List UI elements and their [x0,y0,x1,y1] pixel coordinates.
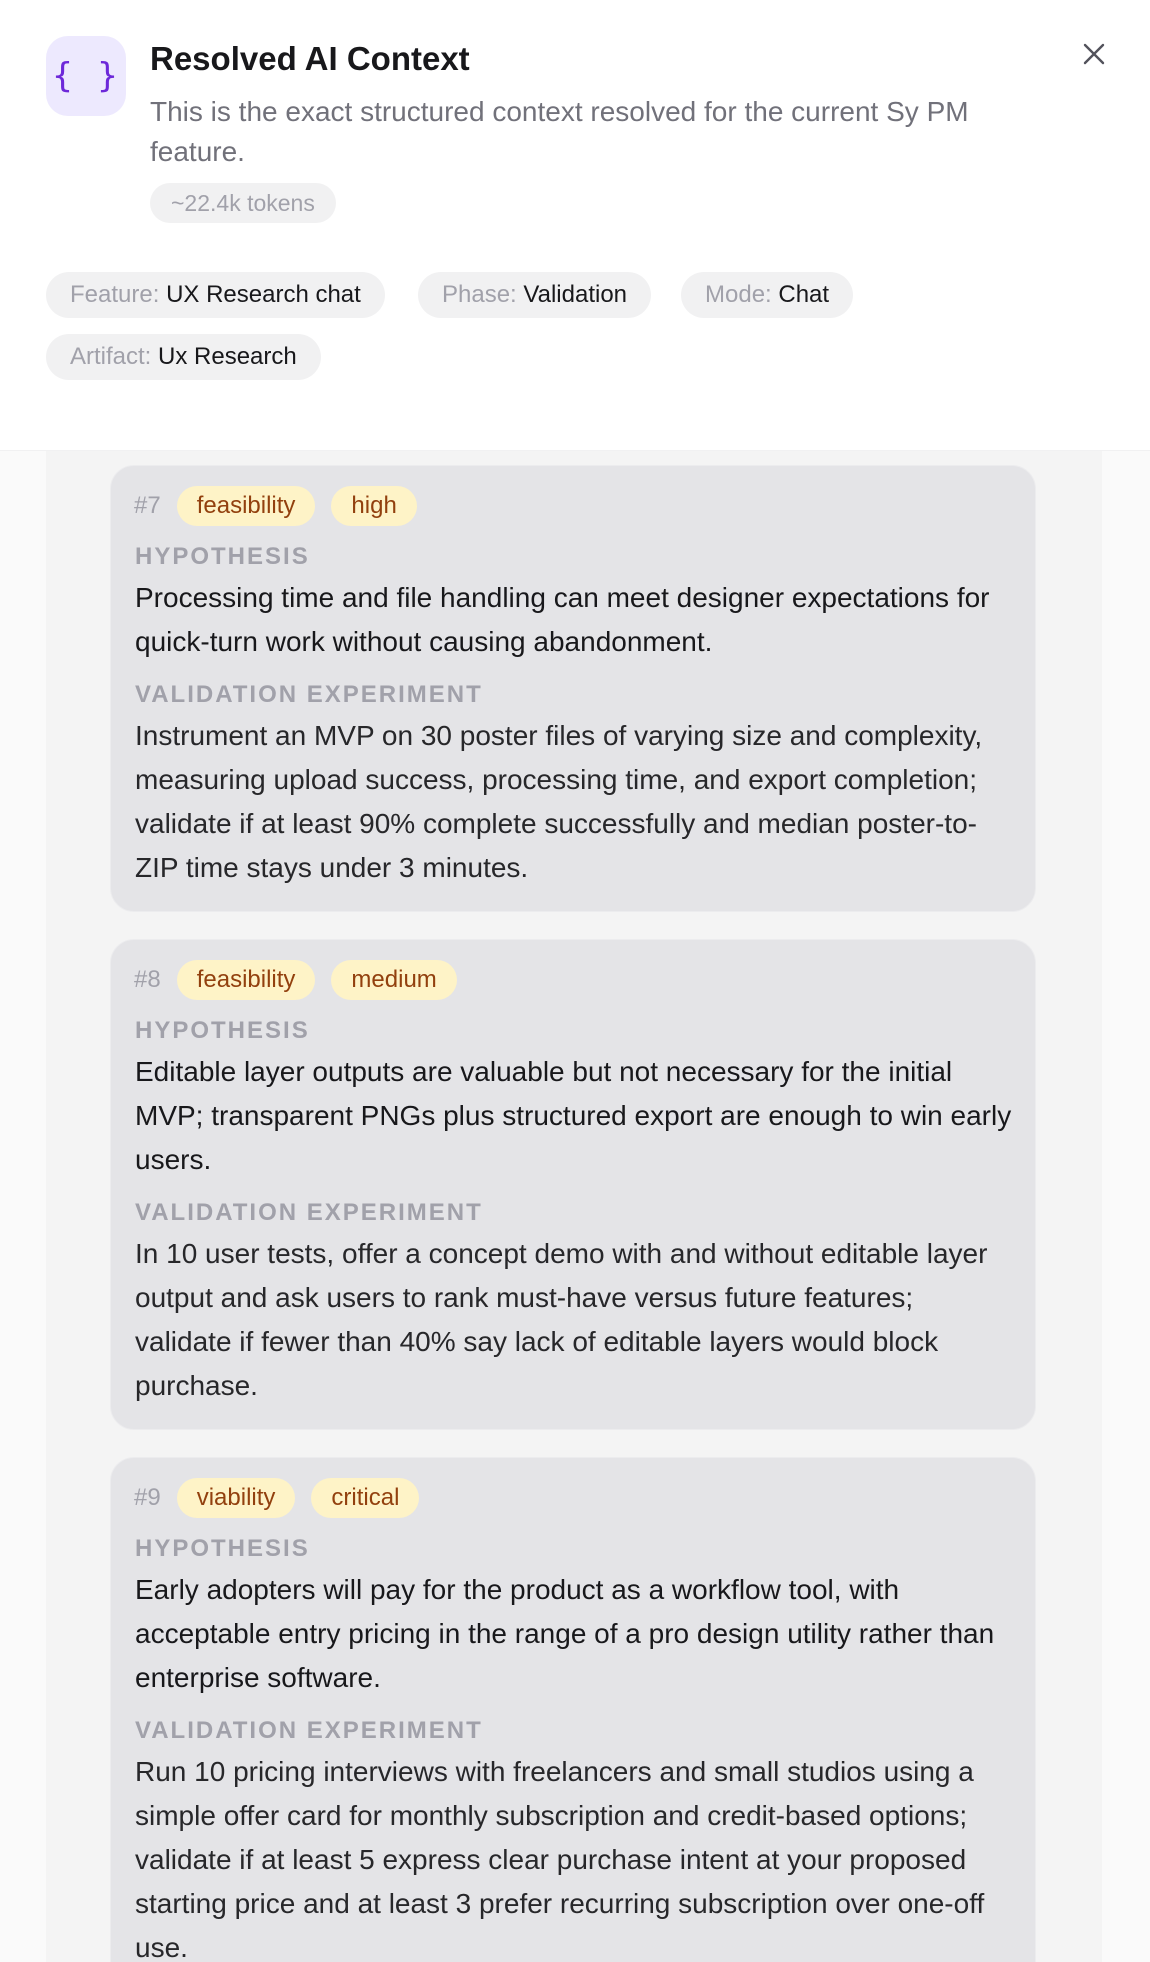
experiment-text: Run 10 pricing interviews with freelancers and small studios using a simple offer card for monthly subscription and credit-based options; validate if at least 5 express clear purchase intent at your proposed starting price and at least 3 prefer recurring subscription over one-off use. [135,1756,985,1962]
modal-title: Resolved AI Context [150,40,470,77]
chip-feature [46,272,385,318]
priority-tag: critical [311,1478,419,1518]
priority-tag: medium [331,960,456,1000]
context-scroll-area[interactable] [0,451,1150,1962]
assumption-number: #7 [134,492,161,519]
assumption-number: #8 [134,966,161,993]
card-header [134,1478,419,1518]
assumption-number: #9 [134,1484,161,1511]
assumptions-panel [46,451,1102,1962]
chip-mode-key: Mode: [705,281,772,308]
chip-feature-key: Feature: [70,281,160,308]
experiment-label: VALIDATION EXPERIMENT [135,1717,483,1744]
experiment-label: VALIDATION EXPERIMENT [135,681,483,708]
close-button[interactable] [1070,30,1118,78]
chip-mode [681,272,853,318]
chip-artifact-key: Artifact: [70,343,152,370]
hypothesis-label: HYPOTHESIS [135,1017,310,1044]
chip-phase-key: Phase: [442,281,517,308]
experiment-label: VALIDATION EXPERIMENT [135,1199,483,1226]
hypothesis-text: Processing time and file handling can meet designer expectations for quick-turn work without causing abandonment. [135,582,990,657]
chip-phase-value: Validation [523,281,628,308]
chip-mode-value: Chat [778,281,830,308]
assumption-card [110,939,1036,1430]
braces-icon: { } [46,36,126,116]
close-icon [1081,41,1107,67]
chip-phase [418,272,651,318]
chip-artifact [46,334,321,380]
experiment-text: Instrument an MVP on 30 poster files of varying size and complexity, measuring upload success, processing time, and export completion; validate if at least 90% complete successfully and median poster-to-ZIP time stays under 3 minutes. [135,720,983,883]
modal-header [0,0,1150,450]
assumption-card [110,465,1036,912]
category-tag: viability [177,1478,296,1518]
token-count-badge: ~22.4k tokens [150,183,336,223]
hypothesis-label: HYPOTHESIS [135,543,310,570]
chip-artifact-value: Ux Research [158,343,297,370]
experiment-text: In 10 user tests, offer a concept demo with and without editable layer output and ask users to rank must-have versus future features; validate if fewer than 40% say lack of editable layers would block purchase. [135,1238,988,1401]
card-header [134,486,417,526]
category-tag: feasibility [177,960,316,1000]
hypothesis-text: Early adopters will pay for the product as a workflow tool, with acceptable entry pricing in the range of a pro design utility rather than enterprise software. [135,1574,995,1693]
category-tag: feasibility [177,486,316,526]
card-header [134,960,457,1000]
priority-tag: high [331,486,416,526]
hypothesis-label: HYPOTHESIS [135,1535,310,1562]
assumption-card [110,1457,1036,1962]
hypothesis-text: Editable layer outputs are valuable but not necessary for the initial MVP; transparent PNGs plus structured export are enough to win early users. [135,1056,1012,1175]
chip-feature-value: UX Research chat [166,281,361,308]
modal-subtitle: This is the exact structured context resolved for the current Sy PM feature. [150,96,969,167]
